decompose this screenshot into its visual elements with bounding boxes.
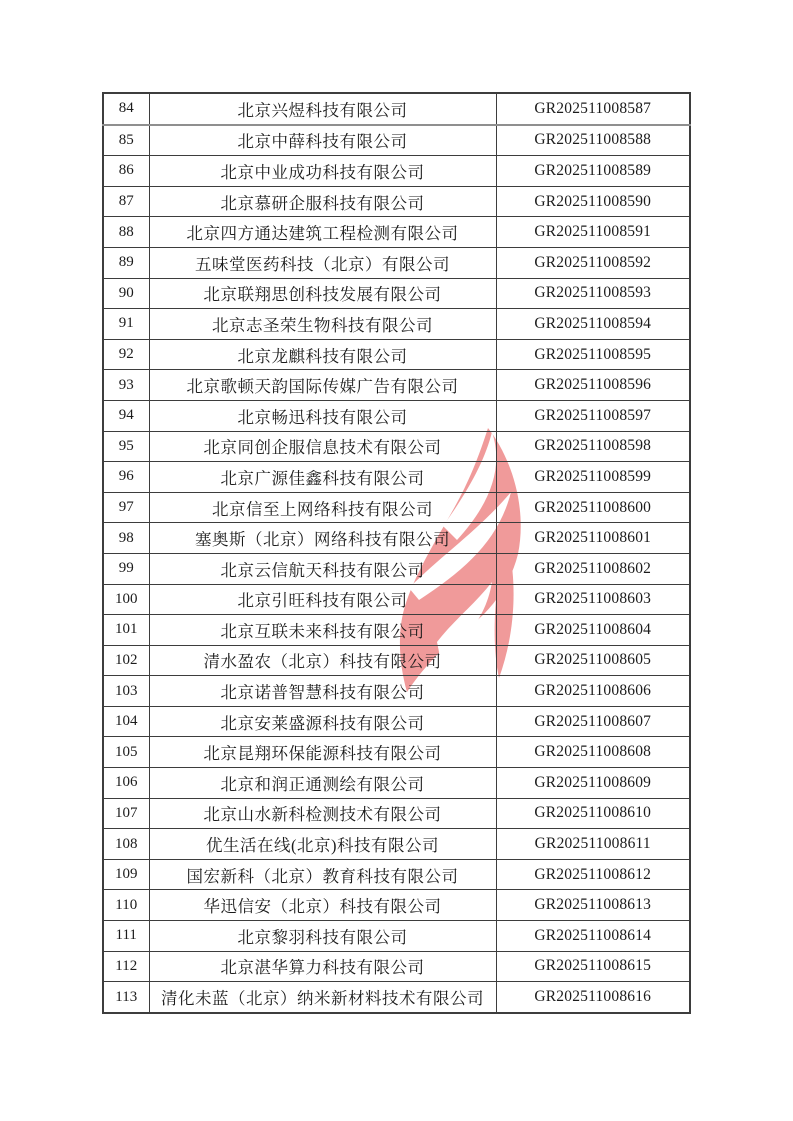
certificate-number-cell: GR202511008604 (496, 615, 690, 646)
table-row (103, 798, 690, 829)
company-name-cell: 北京信至上网络科技有限公司 (149, 492, 496, 523)
table-row (103, 217, 690, 248)
company-name-cell: 北京中薛科技有限公司 (149, 125, 496, 156)
certificate-number-cell: GR202511008608 (496, 737, 690, 768)
certificate-number-cell: GR202511008614 (496, 921, 690, 952)
table-row (103, 951, 690, 982)
certificate-number-cell: GR202511008606 (496, 676, 690, 707)
table-row (103, 125, 690, 156)
row-number-cell: 89 (103, 247, 149, 278)
company-name-cell: 优生活在线(北京)科技有限公司 (149, 829, 496, 860)
table-row (103, 615, 690, 646)
company-name-cell: 北京慕研企服科技有限公司 (149, 186, 496, 217)
certificate-number-cell: GR202511008592 (496, 247, 690, 278)
row-number-cell: 94 (103, 400, 149, 431)
company-name-cell: 清水盈农（北京）科技有限公司 (149, 645, 496, 676)
certificate-number-cell: GR202511008589 (496, 156, 690, 187)
table-row (103, 339, 690, 370)
company-name-cell: 北京引旺科技有限公司 (149, 584, 496, 615)
certificate-number-cell: GR202511008613 (496, 890, 690, 921)
table-row (103, 523, 690, 554)
company-name-cell: 北京山水新科检测技术有限公司 (149, 798, 496, 829)
company-name-cell: 北京云信航天科技有限公司 (149, 553, 496, 584)
table-row (103, 553, 690, 584)
table-row (103, 737, 690, 768)
table-row (103, 431, 690, 462)
company-name-cell: 北京昆翔环保能源科技有限公司 (149, 737, 496, 768)
row-number-cell: 103 (103, 676, 149, 707)
table-row (103, 982, 690, 1013)
table-row (103, 186, 690, 217)
table-row (103, 676, 690, 707)
certificate-number-cell: GR202511008595 (496, 339, 690, 370)
row-number-cell: 102 (103, 645, 149, 676)
certificate-number-cell: GR202511008587 (496, 93, 690, 125)
row-number-cell: 97 (103, 492, 149, 523)
row-number-cell: 109 (103, 859, 149, 890)
certificate-number-cell: GR202511008594 (496, 309, 690, 340)
certificate-number-cell: GR202511008605 (496, 645, 690, 676)
row-number-cell: 85 (103, 125, 149, 156)
table-row (103, 768, 690, 799)
company-name-cell: 北京联翔思创科技发展有限公司 (149, 278, 496, 309)
table-row (103, 400, 690, 431)
certificate-number-cell: GR202511008600 (496, 492, 690, 523)
table-row (103, 492, 690, 523)
row-number-cell: 99 (103, 553, 149, 584)
row-number-cell: 96 (103, 462, 149, 493)
certificate-number-cell: GR202511008599 (496, 462, 690, 493)
table-row (103, 706, 690, 737)
certificate-number-cell: GR202511008607 (496, 706, 690, 737)
certificate-number-cell: GR202511008609 (496, 768, 690, 799)
certificate-number-cell: GR202511008598 (496, 431, 690, 462)
row-number-cell: 108 (103, 829, 149, 860)
company-name-cell: 北京歌顿天韵国际传媒广告有限公司 (149, 370, 496, 401)
company-name-cell: 北京诺普智慧科技有限公司 (149, 676, 496, 707)
row-number-cell: 84 (103, 93, 149, 125)
table-row (103, 309, 690, 340)
row-number-cell: 86 (103, 156, 149, 187)
certificate-number-cell: GR202511008602 (496, 553, 690, 584)
certificate-number-cell: GR202511008616 (496, 982, 690, 1013)
row-number-cell: 104 (103, 706, 149, 737)
row-number-cell: 91 (103, 309, 149, 340)
table-row (103, 462, 690, 493)
company-name-cell: 北京兴煜科技有限公司 (149, 93, 496, 125)
company-name-cell: 北京广源佳鑫科技有限公司 (149, 462, 496, 493)
company-name-cell: 国宏新科（北京）教育科技有限公司 (149, 859, 496, 890)
certificate-number-cell: GR202511008611 (496, 829, 690, 860)
certificate-number-cell: GR202511008591 (496, 217, 690, 248)
certificate-number-cell: GR202511008612 (496, 859, 690, 890)
company-name-cell: 北京四方通达建筑工程检测有限公司 (149, 217, 496, 248)
company-name-cell: 华迅信安（北京）科技有限公司 (149, 890, 496, 921)
company-name-cell: 北京和润正通测绘有限公司 (149, 768, 496, 799)
table-row (103, 859, 690, 890)
certificate-table (102, 92, 691, 1014)
certificate-number-cell: GR202511008615 (496, 951, 690, 982)
certificate-number-cell: GR202511008610 (496, 798, 690, 829)
company-name-cell: 北京湛华算力科技有限公司 (149, 951, 496, 982)
company-name-cell: 北京龙麒科技有限公司 (149, 339, 496, 370)
row-number-cell: 90 (103, 278, 149, 309)
certificate-number-cell: GR202511008590 (496, 186, 690, 217)
table-row (103, 921, 690, 952)
certificate-number-cell: GR202511008597 (496, 400, 690, 431)
row-number-cell: 98 (103, 523, 149, 554)
table-row (103, 278, 690, 309)
row-number-cell: 105 (103, 737, 149, 768)
row-number-cell: 112 (103, 951, 149, 982)
company-name-cell: 五味堂医药科技（北京）有限公司 (149, 247, 496, 278)
row-number-cell: 111 (103, 921, 149, 952)
row-number-cell: 95 (103, 431, 149, 462)
company-name-cell: 北京黎羽科技有限公司 (149, 921, 496, 952)
row-number-cell: 113 (103, 982, 149, 1013)
row-number-cell: 92 (103, 339, 149, 370)
table-row (103, 247, 690, 278)
certificate-number-cell: GR202511008588 (496, 125, 690, 156)
row-number-cell: 93 (103, 370, 149, 401)
row-number-cell: 101 (103, 615, 149, 646)
certificate-number-cell: GR202511008596 (496, 370, 690, 401)
company-name-cell: 北京同创企服信息技术有限公司 (149, 431, 496, 462)
company-name-cell: 北京志圣荣生物科技有限公司 (149, 309, 496, 340)
row-number-cell: 100 (103, 584, 149, 615)
company-name-cell: 塞奥斯（北京）网络科技有限公司 (149, 523, 496, 554)
row-number-cell: 107 (103, 798, 149, 829)
company-name-cell: 清化未蓝（北京）纳米新材料技术有限公司 (149, 982, 496, 1013)
certificate-number-cell: GR202511008603 (496, 584, 690, 615)
table-row (103, 890, 690, 921)
table-row (103, 645, 690, 676)
company-name-cell: 北京畅迅科技有限公司 (149, 400, 496, 431)
row-number-cell: 106 (103, 768, 149, 799)
table-row (103, 156, 690, 187)
table-row (103, 829, 690, 860)
table-row (103, 93, 690, 125)
row-number-cell: 110 (103, 890, 149, 921)
company-name-cell: 北京安莱盛源科技有限公司 (149, 706, 496, 737)
certificate-number-cell: GR202511008601 (496, 523, 690, 554)
row-number-cell: 88 (103, 217, 149, 248)
certificate-number-cell: GR202511008593 (496, 278, 690, 309)
company-name-cell: 北京互联未来科技有限公司 (149, 615, 496, 646)
table-row (103, 584, 690, 615)
company-name-cell: 北京中业成功科技有限公司 (149, 156, 496, 187)
table-row (103, 370, 690, 401)
row-number-cell: 87 (103, 186, 149, 217)
